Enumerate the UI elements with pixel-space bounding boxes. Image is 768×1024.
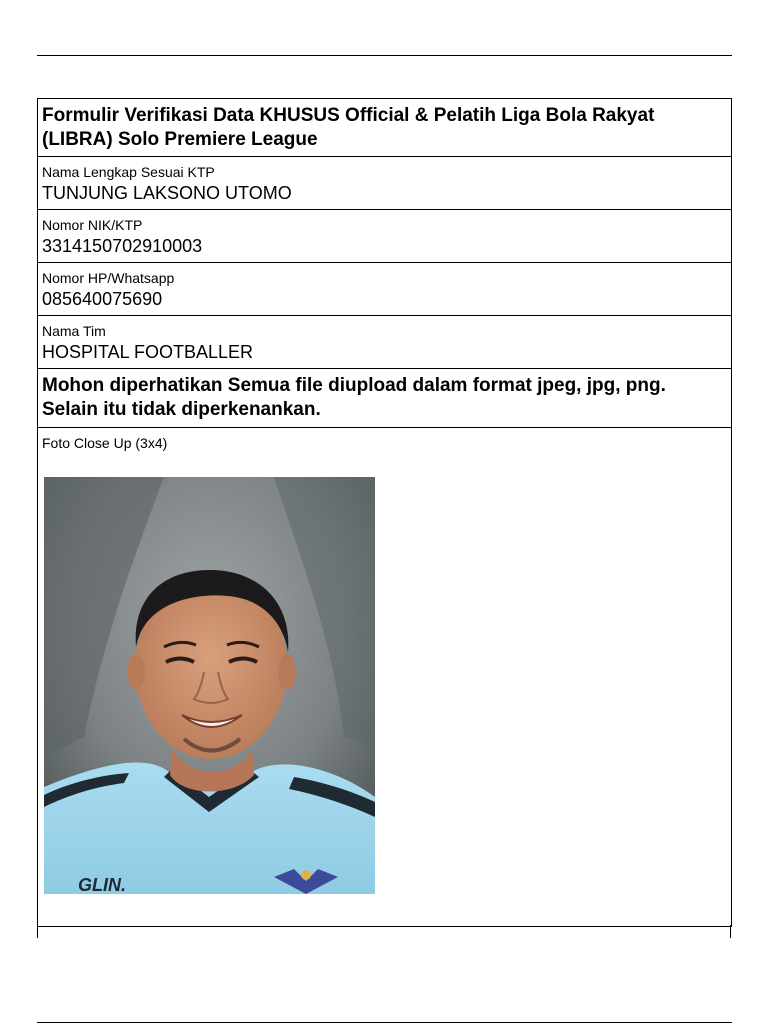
field-full-name xyxy=(38,157,731,210)
photo-row xyxy=(38,428,731,927)
close-up-photo xyxy=(44,477,375,894)
top-rule xyxy=(37,55,732,56)
field-team-name xyxy=(38,316,731,369)
form-title-row xyxy=(38,99,731,157)
verification-form xyxy=(37,98,732,927)
form-tail-right xyxy=(730,925,731,938)
field-label: Nama Lengkap Sesuai KTP xyxy=(42,164,215,180)
field-phone xyxy=(38,263,731,316)
upload-notice: Mohon diperhatikan Semua file diupload dalam format jpeg, jpg, png. Selain itu tidak diperkenankan. xyxy=(42,375,666,420)
form-tail-left xyxy=(37,925,38,938)
field-value: 085640075690 xyxy=(42,289,163,309)
bottom-rule xyxy=(37,1022,732,1023)
field-value: 3314150702910003 xyxy=(42,236,203,256)
form-title: Formulir Verifikasi Data KHUSUS Official & Pelatih Liga Bola Rakyat (LIBRA) Solo Premiere League xyxy=(42,105,655,150)
field-nik xyxy=(38,210,731,263)
field-label: Nomor NIK/KTP xyxy=(42,217,143,233)
field-label: Nomor HP/Whatsapp xyxy=(42,270,175,286)
portrait-image xyxy=(44,477,375,894)
upload-notice-row xyxy=(38,369,731,428)
photo-label: Foto Close Up (3x4) xyxy=(42,435,168,451)
field-value: HOSPITAL FOOTBALLER xyxy=(42,342,254,362)
shirt-logo-text: GLIN. xyxy=(78,875,126,894)
field-value: TUNJUNG LAKSONO UTOMO xyxy=(42,183,292,203)
field-label: Nama Tim xyxy=(42,323,106,339)
